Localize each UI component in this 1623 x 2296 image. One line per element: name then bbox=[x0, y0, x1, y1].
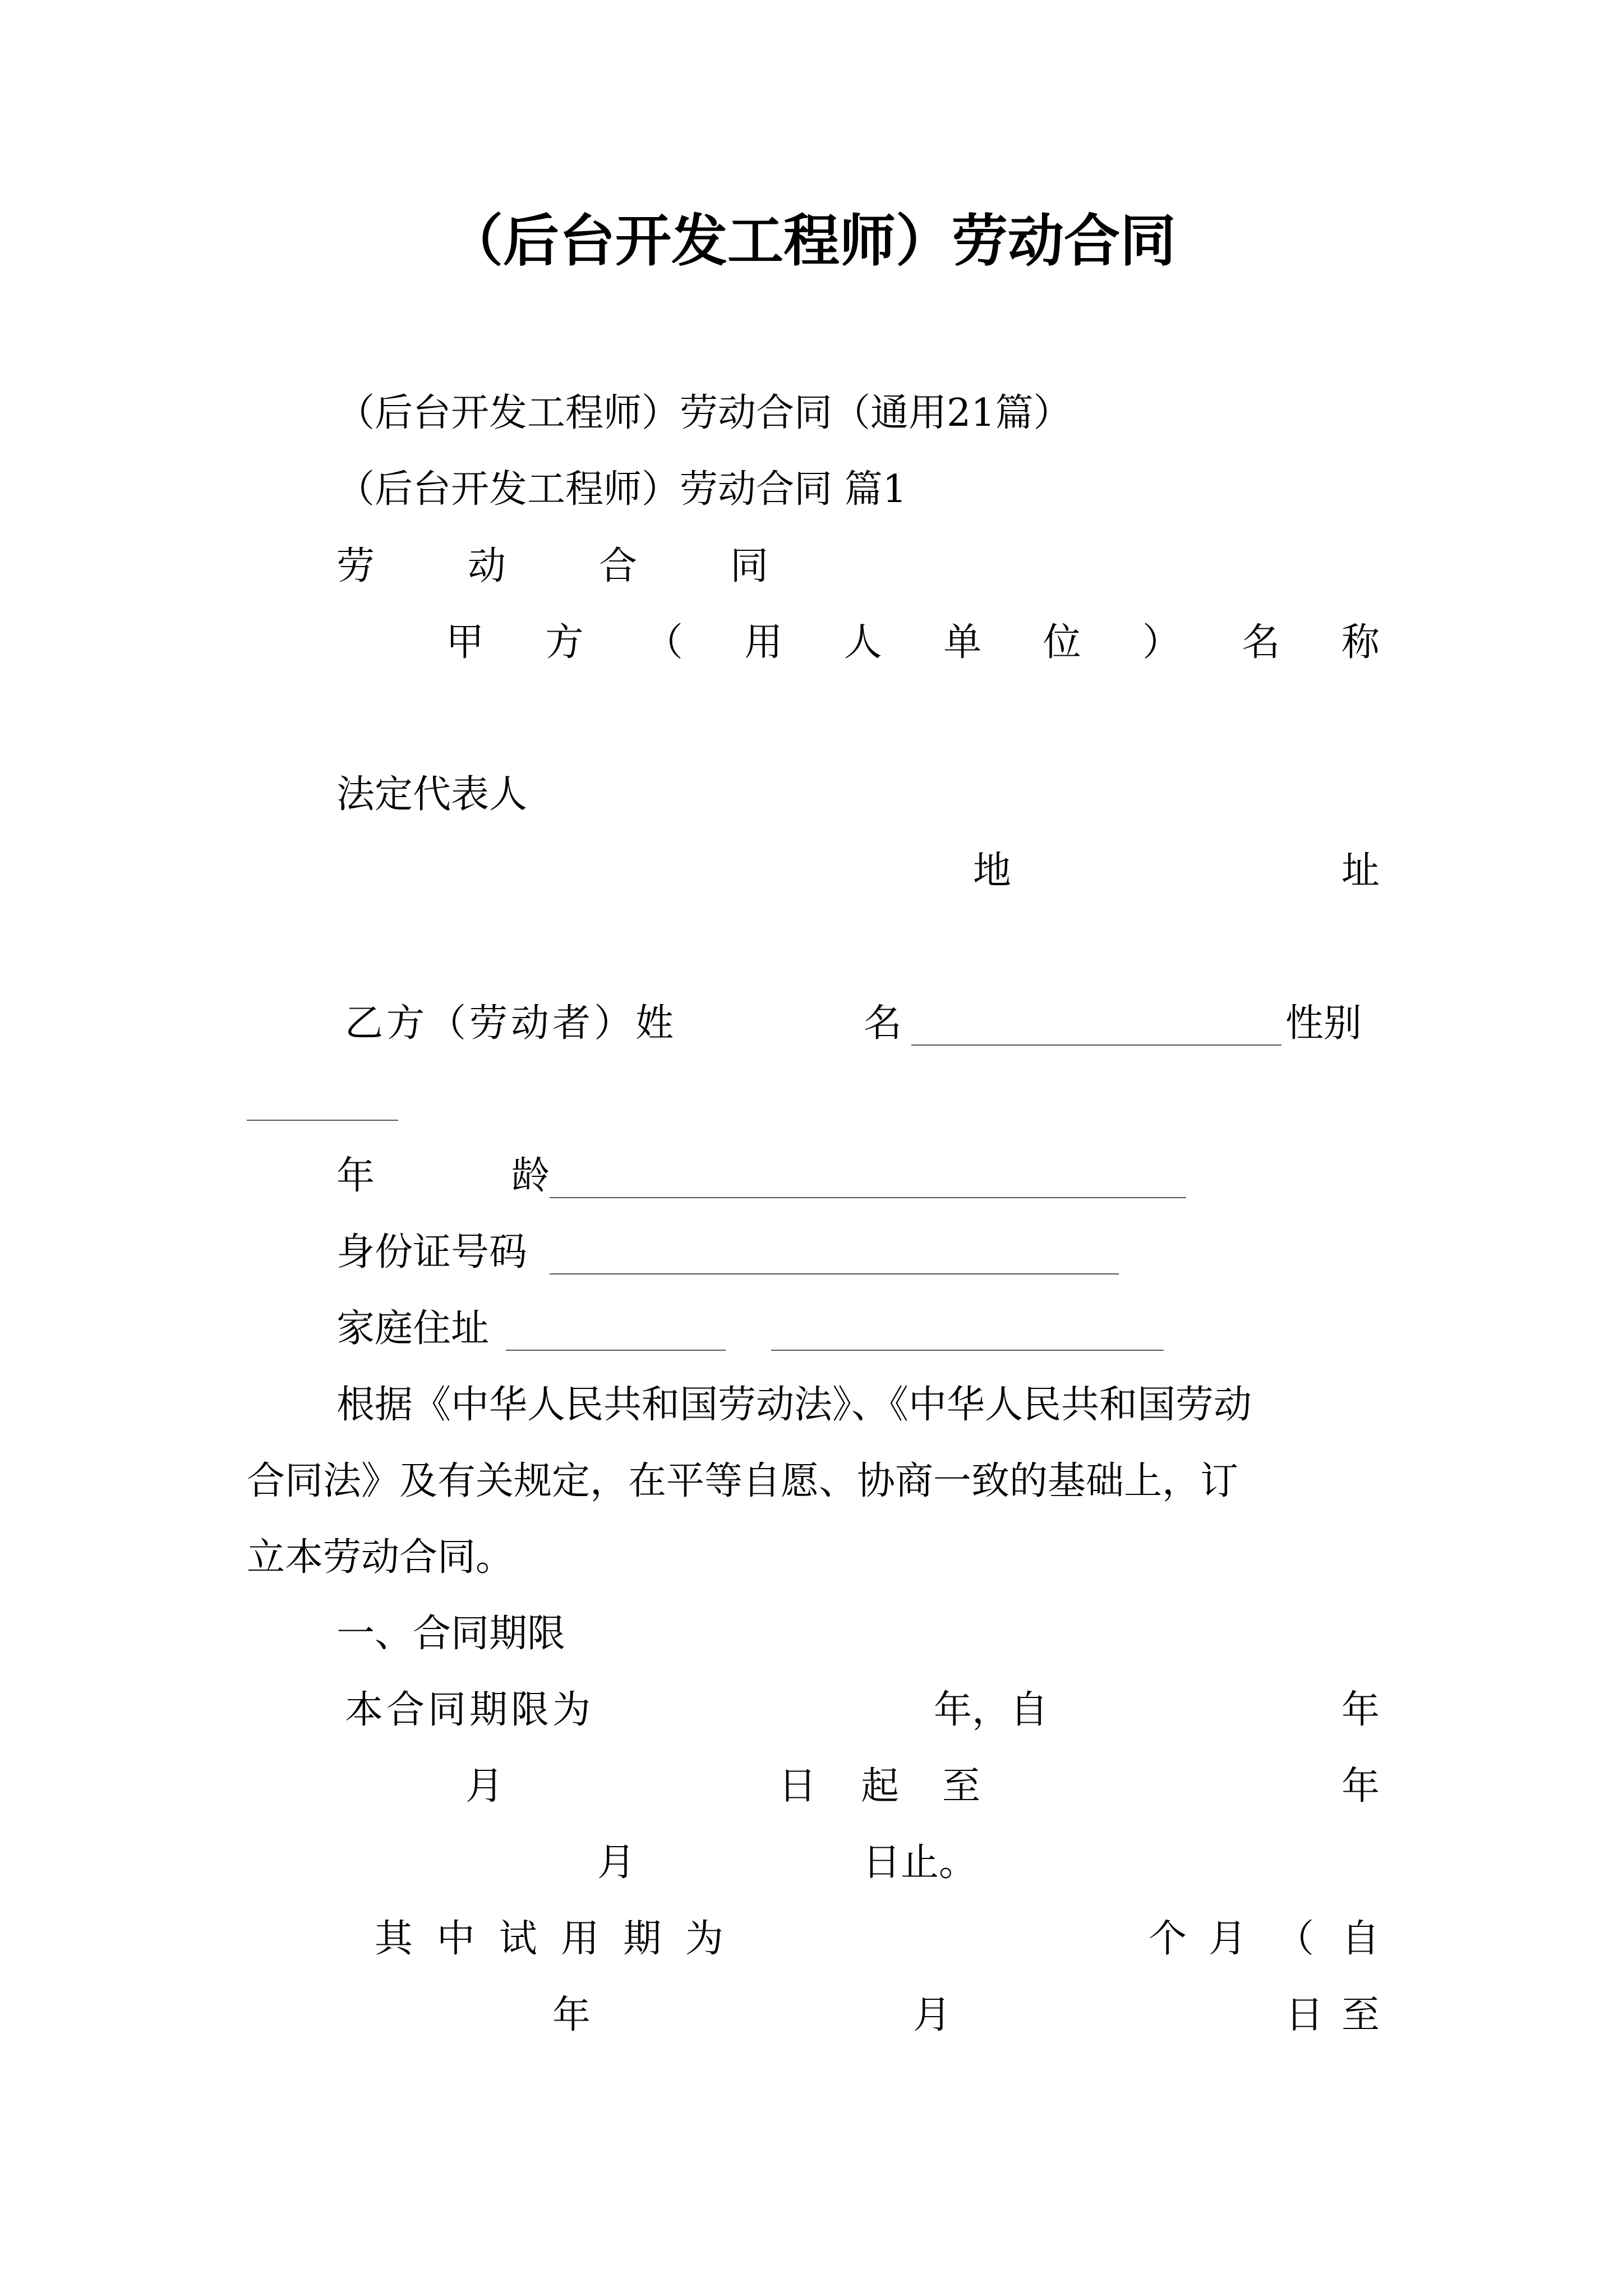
gender-label: 性别 bbox=[1285, 1001, 1362, 1046]
probation-char: 试 bbox=[499, 1917, 537, 1961]
id-number-label: 身份证号码 bbox=[336, 1230, 528, 1274]
probation-char: 期 bbox=[623, 1917, 662, 1961]
party-a-char: ） bbox=[1142, 620, 1181, 665]
probation-char: 其 bbox=[375, 1917, 413, 1961]
party-a-char: 称 bbox=[1341, 620, 1380, 665]
party-a-char: 位 bbox=[1043, 620, 1081, 665]
term-text: 日 bbox=[778, 1764, 817, 1809]
party-a-char: 方 bbox=[545, 620, 584, 665]
age-label-char: 龄 bbox=[511, 1154, 550, 1198]
probation-text: 月 bbox=[1209, 1917, 1247, 1961]
party-a-char: 用 bbox=[744, 620, 783, 665]
probation-label bbox=[375, 1914, 723, 1964]
term-text: 年，自 bbox=[934, 1688, 1049, 1732]
term-text: 至 bbox=[942, 1764, 981, 1809]
home-address-blank-line-2 bbox=[771, 1350, 1164, 1351]
address-char: 址 bbox=[1341, 849, 1380, 893]
address-char: 地 bbox=[973, 849, 1012, 893]
term-text: 年 bbox=[1341, 1688, 1380, 1732]
probation-text: 自 bbox=[1341, 1917, 1380, 1961]
legal-representative-label: 法定代表人 bbox=[336, 772, 528, 817]
home-address-label: 家庭住址 bbox=[336, 1306, 490, 1351]
contract-label-char: 同 bbox=[730, 544, 768, 588]
id-number-blank-line bbox=[550, 1273, 1119, 1274]
probation-text: 至 bbox=[1341, 1993, 1380, 2037]
party-a-char: 甲 bbox=[446, 620, 485, 665]
preamble-line: 根据《中华人民共和国劳动法》、《中华人民共和国劳动 bbox=[336, 1383, 1252, 1427]
age-label-char: 年 bbox=[336, 1154, 375, 1198]
probation-text: 个 bbox=[1149, 1917, 1187, 1961]
party-a-char: （ bbox=[644, 620, 683, 665]
home-address-blank-line bbox=[506, 1350, 726, 1351]
term-text: 起 bbox=[861, 1764, 900, 1809]
party-a-label bbox=[446, 618, 1380, 668]
preamble-line: 立本劳动合同。 bbox=[247, 1535, 514, 1580]
party-a-char: 名 bbox=[1242, 620, 1280, 665]
term-text: 月 bbox=[597, 1841, 636, 1885]
document-title: （后台开发工程师）劳动合同 bbox=[447, 208, 1176, 274]
party-a-char: 单 bbox=[943, 620, 982, 665]
probation-text: 年 bbox=[552, 1993, 591, 2037]
preamble-line: 合同法》及有关规定，在平等自愿、协商一致的基础上，订 bbox=[247, 1459, 1239, 1503]
probation-char: 为 bbox=[685, 1917, 723, 1961]
section-title-contract-term: 一、合同期限 bbox=[336, 1612, 566, 1656]
probation-text: 日 bbox=[1285, 1993, 1324, 2037]
term-text: 本合同期限为 bbox=[345, 1688, 594, 1732]
term-text: 月 bbox=[465, 1764, 504, 1809]
probation-text: （ bbox=[1276, 1917, 1315, 1961]
contract-label bbox=[336, 541, 768, 592]
term-text: 日止。 bbox=[863, 1841, 978, 1885]
name-blank-line bbox=[911, 1045, 1281, 1046]
contract-label-char: 合 bbox=[598, 544, 637, 588]
document-subheading: （后台开发工程师）劳动合同 篇1 bbox=[336, 467, 907, 512]
probation-char: 中 bbox=[436, 1917, 475, 1961]
gender-blank-line bbox=[247, 1120, 398, 1121]
document-heading: （后台开发工程师）劳动合同（通用21篇） bbox=[336, 391, 1072, 435]
contract-label-char: 动 bbox=[467, 544, 506, 588]
probation-text: 月 bbox=[913, 1993, 952, 2037]
party-b-label: 乙方（劳动者）姓 bbox=[345, 1001, 677, 1046]
contract-label-char: 劳 bbox=[336, 544, 375, 588]
term-text: 年 bbox=[1341, 1764, 1380, 1809]
party-a-char: 人 bbox=[843, 620, 882, 665]
age-blank-line bbox=[550, 1197, 1186, 1198]
address-label bbox=[973, 846, 1380, 896]
probation-char: 用 bbox=[561, 1917, 600, 1961]
party-b-name-label: 名 bbox=[864, 1001, 902, 1046]
